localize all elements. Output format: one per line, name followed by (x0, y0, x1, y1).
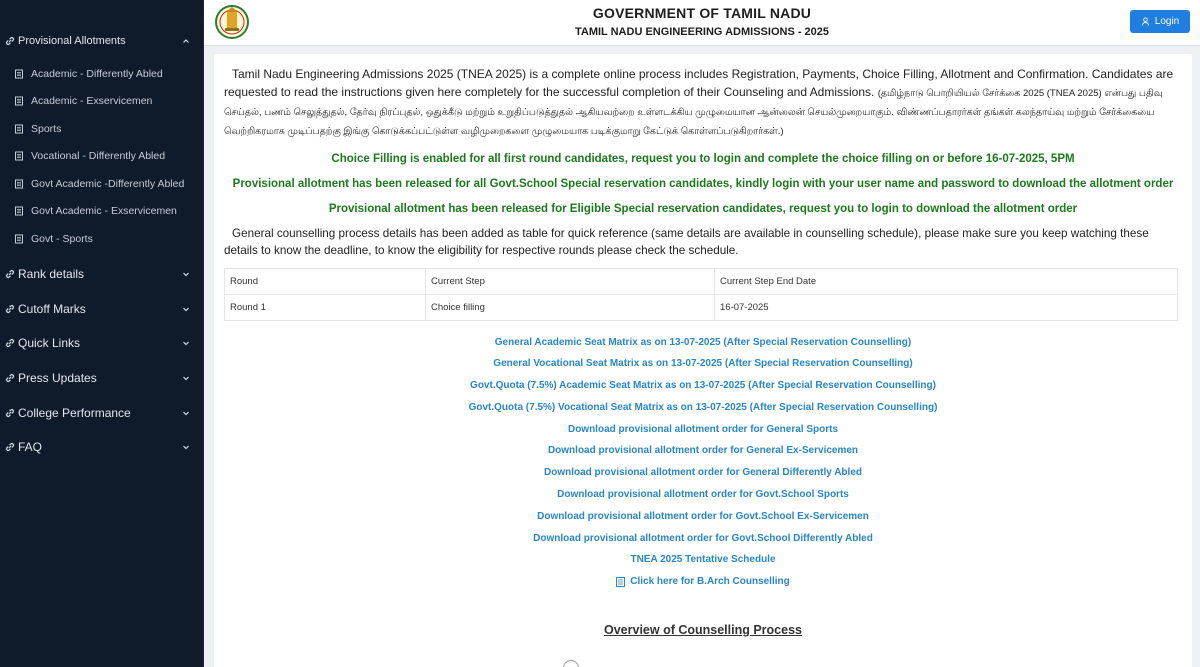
column-header-current-step: Current Step (426, 268, 715, 294)
sidebar-item-label: Vocational - Differently Abled (31, 150, 166, 163)
link-icon (4, 407, 16, 419)
document-icon (14, 96, 24, 106)
notice-govt-school-allotment: Provisional allotment has been released for all Govt.School Special reservation candidates, kindly login with your user name and password to download the allotment order (232, 177, 1174, 190)
sidebar-item-label: Govt Academic - Exservicemen (31, 205, 177, 218)
link-allotment-general-differently-abled[interactable]: Download provisional allotment order for General Differently Abled (543, 467, 862, 479)
link-icon (4, 35, 16, 47)
login-label: Login (1154, 16, 1180, 27)
column-header-round: Round (225, 268, 426, 294)
sidebar-group-label: Quick Links (18, 336, 81, 351)
chevron-up-icon (181, 36, 191, 46)
link-icon (4, 337, 16, 349)
sidebar-group-label: College Performance (18, 405, 131, 420)
step-circle-icon (563, 660, 579, 667)
link-allotment-general-ex-servicemen[interactable]: Download provisional allotment order for General Ex-Servicemen (547, 445, 859, 457)
sidebar-item-govt-academic-differently-abled[interactable] (0, 170, 203, 198)
intro-tamil: (தமிழ்நாடு பொறியியல் சேர்க்கை 2025 (TNEA 2025) என்பது பதிவு செய்தல், பணம் செலுத்துதல், தேர்வு நிரப்புதல், ஒதுக்கீடு மற்றும் உறுதிப்படுத்துதல் ஆகியவற்றை உள்ளடக்கிய முழுமையான ஆன்லைன் செயல்முறையாகும். விண்ணப்பதாரர்கள் தங்கள் கலந்தாய்வு மற்றும் சேர்க்கையை வெற்றிகரமாக முடிப்பதற்கு இங்கு கொடுக்கப்பட்டுள்ள வழிமுறைகளை முழுமையாக படிக்குமாறு கேட்டுக் கொள்ளப்படுகிறார்கள்.) (224, 87, 1163, 137)
sidebar-item-label: Govt Academic -Differently Abled (31, 177, 185, 190)
sidebar-group-provisional-allotments[interactable] (0, 24, 203, 58)
login-button[interactable] (1130, 10, 1190, 33)
link-allotment-govt-school-differently-abled[interactable]: Download provisional allotment order for Govt.School Differently Abled (533, 532, 873, 544)
document-icon (14, 124, 24, 134)
link-barch-counselling[interactable] (224, 575, 1182, 597)
page-subtitle: TAMIL NADU ENGINEERING ADMISSIONS - 2025 (574, 26, 830, 38)
document-icon (616, 577, 625, 587)
document-icon (14, 206, 24, 216)
link-icon (4, 268, 16, 280)
link-icon (4, 303, 16, 315)
download-links (224, 336, 1182, 598)
sidebar-group-press-updates[interactable] (0, 361, 203, 396)
document-icon (14, 179, 24, 189)
sidebar-item-vocational-differently-abled[interactable] (0, 143, 203, 171)
general-counselling-text: General counselling process details has been added as table for quick reference (same details are available in counselling schedule), please make sure you keep watching these details to know the deadline, to know the eligibility for respective rounds please check the schedule. (224, 226, 1149, 257)
sidebar-group-rank-details[interactable] (0, 257, 203, 292)
sidebar (0, 0, 204, 667)
link-govt-quota-academic-seat-matrix[interactable]: Govt.Quota (7.5%) Academic Seat Matrix as on 13-07-2025 (After Special Reservation Counselling) (470, 380, 936, 392)
column-header-end-date: Current Step End Date (715, 268, 1178, 294)
page-header (204, 0, 1200, 46)
sidebar-item-label: Govt - Sports (31, 232, 93, 245)
page-title: GOVERNMENT OF TAMIL NADU (592, 5, 812, 21)
link-general-vocational-seat-matrix[interactable]: General Vocational Seat Matrix as on 13-07-2025 (After Special Reservation Counselling) (493, 358, 913, 370)
provisional-allotments-list (0, 58, 203, 253)
sidebar-item-academic-exservicemen[interactable] (0, 88, 203, 116)
chevron-down-icon (181, 373, 191, 383)
sidebar-item-sports[interactable] (0, 115, 203, 143)
sidebar-item-label: Academic - Differently Abled (31, 67, 163, 80)
intro-text (224, 66, 1182, 141)
sidebar-item-academic-differently-abled[interactable] (0, 60, 203, 88)
table-cell-current-step: Choice filling (426, 294, 715, 320)
intro-english: Tamil Nadu Engineering Admissions 2025 (TNEA 2025) is a complete online process includes Registration, Payments, Choice Filling, Allotment and Confirmation. Candidates are requested to read the instructions given here completely for the successful completion of their Counseling and Admissions. (224, 67, 1174, 99)
link-general-academic-seat-matrix[interactable]: General Academic Seat Matrix as on 13-07-2025 (After Special Reservation Counselling) (494, 336, 912, 348)
chevron-down-icon (181, 408, 191, 418)
link-allotment-govt-school-sports[interactable]: Download provisional allotment order for Govt.School Sports (557, 489, 849, 501)
overview-heading: Overview of Counselling Process (604, 623, 802, 638)
sidebar-group-label: FAQ (18, 440, 43, 455)
notice-choice-filling: Choice Filling is enabled for all first round candidates, request you to login and complete the choice filling on or before 16-07-2025, 5PM (331, 152, 1075, 165)
main-content (214, 54, 1192, 667)
link-allotment-general-sports[interactable]: Download provisional allotment order for General Sports (567, 423, 839, 435)
barch-link-label: Click here for B.Arch Counselling (630, 576, 790, 588)
sidebar-group-college-performance[interactable] (0, 395, 203, 430)
link-icon (4, 372, 16, 384)
table-cell-round: Round 1 (225, 294, 426, 320)
notice-special-reservation-allotment: Provisional allotment has been released for Eligible Special reservation candidates, request you to login to download the allotment order (328, 202, 1078, 215)
user-icon (1141, 17, 1150, 26)
sidebar-group-label: Rank details (18, 266, 85, 281)
sidebar-item-label: Academic - Exservicemen (31, 95, 153, 108)
chevron-down-icon (181, 338, 191, 348)
document-icon (14, 234, 24, 244)
document-icon (14, 69, 24, 79)
chevron-down-icon (181, 442, 191, 452)
link-govt-quota-vocational-seat-matrix[interactable]: Govt.Quota (7.5%) Vocational Seat Matrix as on 13-07-2025 (After Special Reservation Counselling) (468, 401, 938, 413)
chevron-down-icon (181, 304, 191, 314)
link-allotment-govt-school-ex-servicemen[interactable]: Download provisional allotment order for Govt.School Ex-Servicemen (537, 510, 869, 522)
chevron-down-icon (181, 269, 191, 279)
sidebar-group-cutoff-marks[interactable] (0, 291, 203, 326)
table-cell-end-date: 16-07-2025 (715, 294, 1178, 320)
sidebar-item-govt-sports[interactable] (0, 225, 203, 253)
sidebar-group-faq[interactable] (0, 430, 203, 465)
link-icon (4, 441, 16, 453)
sidebar-group-label: Provisional Allotments (18, 35, 126, 47)
link-tentative-schedule[interactable]: TNEA 2025 Tentative Schedule (630, 554, 776, 566)
document-icon (14, 151, 24, 161)
table-row (225, 294, 1178, 320)
sidebar-group-label: Cutoff Marks (18, 301, 86, 316)
counselling-steps-table (224, 268, 1178, 321)
sidebar-group-label: Press Updates (18, 370, 97, 385)
sidebar-group-quick-links[interactable] (0, 326, 203, 361)
sidebar-item-label: Sports (31, 122, 62, 135)
table-header-row (225, 268, 1178, 294)
sidebar-item-govt-academic-exservicemen[interactable] (0, 198, 203, 226)
